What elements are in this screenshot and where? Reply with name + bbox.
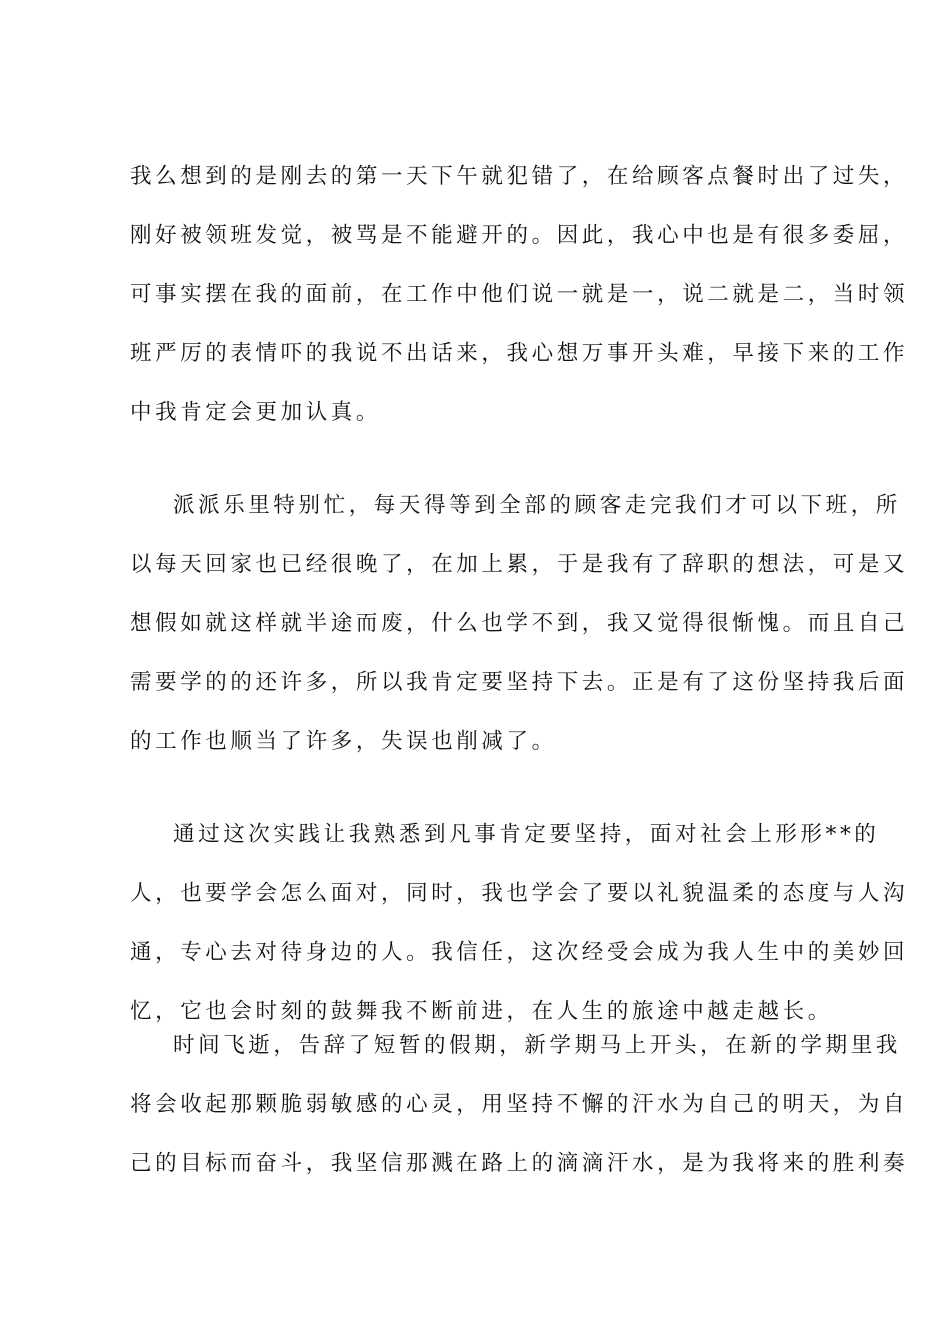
paragraph-line: 忆，它也会时刻的鼓舞我不断前进，在人生的旅途中越走越长。 <box>130 999 833 1024</box>
paragraph-line: 派派乐里特别忙，每天得等到全部的顾客走完我们才可以下班，所 <box>173 493 901 518</box>
paragraph-4 <box>130 1016 909 1193</box>
paragraph-line: 刚好被领班发觉，被骂是不能避开的。因此，我心中也是有很多委屈， <box>130 223 909 248</box>
paragraph-line: 需要学的的还许多，所以我肯定要坚持下去。正是有了这份坚持我后面 <box>130 670 909 695</box>
paragraph-3 <box>130 805 909 1041</box>
paragraph-1 <box>130 147 909 442</box>
paragraph-line: 我么想到的是刚去的第一天下午就犯错了，在给顾客点餐时出了过失， <box>130 164 909 189</box>
paragraph-line: 班严厉的表情吓的我说不出话来，我心想万事开头难，早接下来的工作 <box>130 341 909 366</box>
paragraph-line: 中我肯定会更加认真。 <box>130 400 382 425</box>
paragraph-2 <box>130 476 909 771</box>
paragraph-line: 以每天回家也已经很晚了，在加上累，于是我有了辞职的想法，可是又 <box>130 552 909 577</box>
paragraph-line: 的工作也顺当了许多，失误也削减了。 <box>130 729 557 754</box>
paragraph-line: 通，专心去对待身边的人。我信任，这次经受会成为我人生中的美妙回 <box>130 940 909 965</box>
paragraph-line: 可事实摆在我的面前，在工作中他们说一就是一，说二就是二，当时领 <box>130 282 909 307</box>
paragraph-line: 想假如就这样就半途而废，什么也学不到，我又觉得很惭愧。而且自己 <box>130 611 909 636</box>
paragraph-line: 己的目标而奋斗，我坚信那溅在路上的滴滴汗水，是为我将来的胜利奏 <box>130 1151 909 1176</box>
paragraph-line: 通过这次实践让我熟悉到凡事肯定要坚持，面对社会上形形**的 <box>173 822 880 847</box>
paragraph-line: 人，也要学会怎么面对，同时，我也学会了要以礼貌温柔的态度与人沟 <box>130 881 909 906</box>
paragraph-line: 将会收起那颗脆弱敏感的心灵，用坚持不懈的汗水为自己的明天，为自 <box>130 1092 909 1117</box>
paragraph-line: 时间飞逝，告辞了短暂的假期，新学期马上开头，在新的学期里我 <box>173 1033 901 1058</box>
